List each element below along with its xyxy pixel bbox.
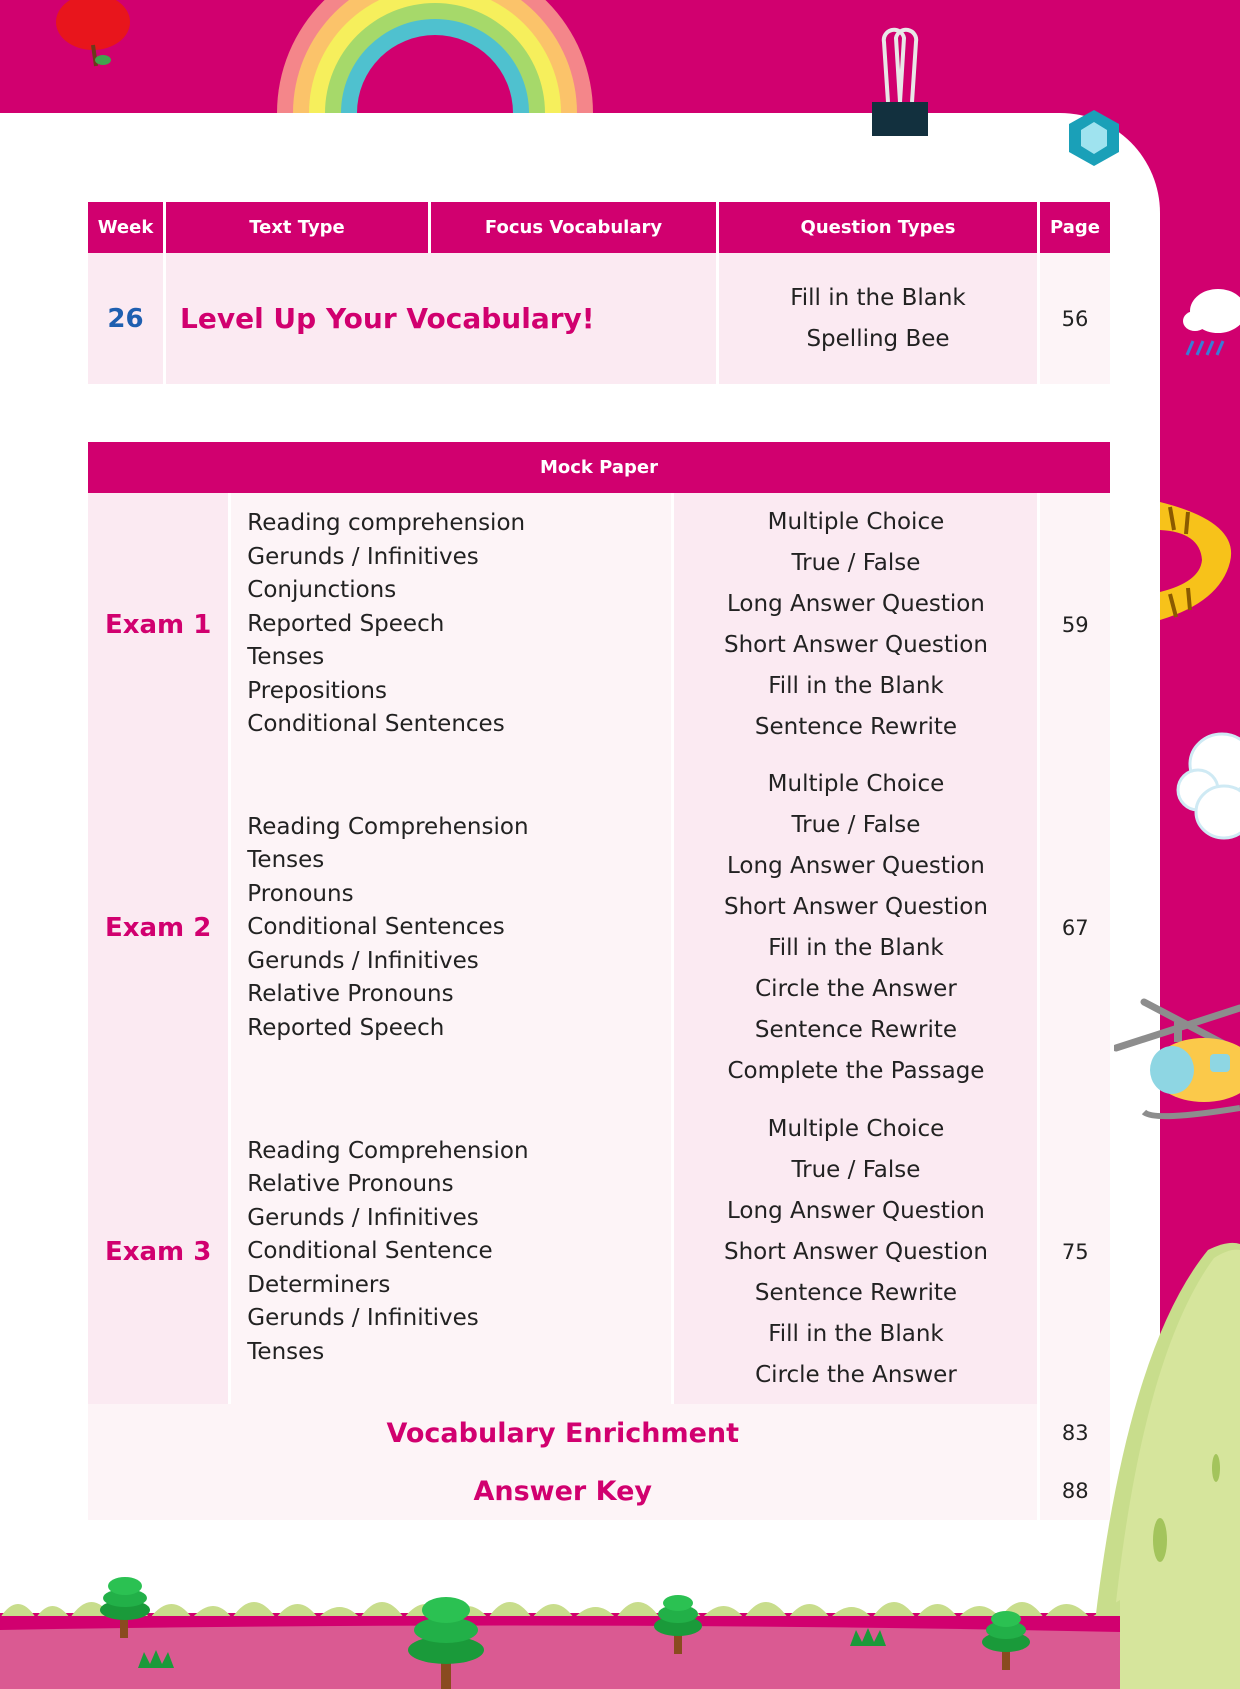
question-type: Fill in the Blank	[768, 672, 944, 699]
question-type: Multiple Choice	[767, 771, 945, 797]
topic-item: Gerunds / Infinitives	[247, 543, 479, 570]
question-type: Long Answer Question	[727, 1197, 985, 1224]
vocabulary-enrichment-label: Vocabulary Enrichment	[88, 1404, 1037, 1462]
topic-item: Reported Speech	[247, 1014, 445, 1041]
topic-item: Tenses	[247, 847, 325, 874]
question-type: True / False	[791, 1156, 921, 1183]
exam-row	[88, 1100, 1110, 1404]
exam-row	[88, 756, 1110, 1100]
page-number: 56	[1040, 253, 1110, 384]
topic-item: Gerunds / Infinitives	[247, 947, 479, 974]
question-type: Short Answer Question	[723, 894, 988, 920]
rainbow-icon	[277, 0, 593, 113]
topic-item: Reading Comprehension	[247, 1137, 529, 1164]
question-type: Long Answer Question	[727, 853, 985, 879]
header-week: Week	[88, 202, 163, 253]
mock-paper-header: Mock Paper	[88, 442, 1110, 493]
topic-item: Gerunds / Infinitives	[247, 1305, 479, 1332]
exam-name: Exam 1	[88, 493, 228, 756]
question-type: Short Answer Question	[723, 631, 988, 658]
page-number: 75	[1040, 1100, 1110, 1404]
helicopter-icon	[1114, 996, 1240, 1126]
tree-icon	[98, 1576, 152, 1638]
question-types-cell	[674, 1100, 1037, 1404]
question-types-cell	[674, 493, 1037, 756]
topic-item: Conditional Sentences	[247, 914, 505, 941]
topic-item: Gerunds / Infinitives	[247, 1204, 479, 1231]
topic-item: Relative Pronouns	[247, 1171, 454, 1198]
header-page: Page	[1040, 202, 1110, 253]
topics-cell	[231, 756, 671, 1100]
exam-name: Exam 3	[88, 1100, 228, 1404]
question-type: Circle the Answer	[755, 1361, 957, 1388]
exam-row	[88, 493, 1110, 756]
topic-item: Reading comprehension	[247, 510, 526, 537]
grass-icon	[850, 1628, 886, 1646]
topic-item: Reading Comprehension	[247, 813, 529, 840]
page-number: 88	[1040, 1462, 1110, 1520]
question-types-cell	[719, 253, 1037, 384]
answer-key-row	[88, 1462, 1110, 1520]
header-text-type: Text Type	[166, 202, 428, 253]
page-number: 59	[1040, 493, 1110, 756]
topic-item: Determiners	[247, 1271, 391, 1298]
question-type: Circle the Answer	[755, 976, 957, 1002]
cloud-icon	[1176, 728, 1240, 844]
answer-key-label: Answer Key	[88, 1462, 1037, 1520]
week-table	[85, 202, 1113, 384]
topic-item: Pronouns	[247, 880, 354, 907]
question-type: Short Answer Question	[723, 1238, 988, 1265]
week-number: 26	[88, 253, 163, 384]
question-type: Complete the Passage	[727, 1058, 985, 1084]
table-row	[88, 253, 1110, 384]
ground-scene	[0, 1560, 1120, 1689]
exam-name: Exam 2	[88, 756, 228, 1100]
topic-item: Conjunctions	[247, 577, 397, 604]
question-type: Fill in the Blank	[790, 284, 966, 311]
tree-icon	[980, 1610, 1032, 1670]
question-type: True / False	[791, 812, 921, 838]
unit-title: Level Up Your Vocabulary!	[166, 253, 716, 384]
apple-icon	[48, 0, 138, 72]
question-type: Fill in the Blank	[768, 1320, 944, 1347]
question-type: Long Answer Question	[727, 590, 985, 617]
question-type: Sentence Rewrite	[754, 1017, 958, 1043]
tree-icon	[652, 1594, 704, 1654]
tiger-tail-icon	[1160, 502, 1240, 622]
question-type: Spelling Bee	[806, 325, 950, 352]
topic-item: Relative Pronouns	[247, 981, 454, 1008]
grass-icon	[138, 1650, 174, 1668]
binder-clip-icon	[870, 26, 930, 138]
vocabulary-enrichment-row	[88, 1404, 1110, 1462]
page-number: 83	[1040, 1404, 1110, 1462]
topics-cell	[231, 493, 671, 756]
topic-item: Tenses	[247, 1338, 325, 1365]
topic-item: Conditional Sentence	[247, 1238, 493, 1265]
question-type: Sentence Rewrite	[754, 1279, 958, 1306]
topic-item: Tenses	[247, 644, 325, 671]
topic-item: Conditional Sentences	[247, 711, 505, 738]
question-type: Multiple Choice	[767, 508, 945, 535]
question-type: Fill in the Blank	[768, 935, 944, 961]
tree-icon	[406, 1594, 486, 1689]
question-type: Multiple Choice	[767, 1115, 945, 1142]
rain-cloud-icon	[1183, 283, 1240, 363]
page-number: 67	[1040, 756, 1110, 1100]
question-type: True / False	[791, 549, 921, 576]
topic-item: Prepositions	[247, 677, 387, 704]
topics-cell	[231, 1100, 671, 1404]
mock-paper-table	[85, 442, 1113, 1520]
header-question-types: Question Types	[719, 202, 1037, 253]
question-type: Sentence Rewrite	[754, 713, 958, 740]
question-types-cell	[674, 756, 1037, 1100]
topic-item: Reported Speech	[247, 610, 445, 637]
gem-icon	[1069, 110, 1119, 166]
header-focus-vocabulary: Focus Vocabulary	[431, 202, 716, 253]
